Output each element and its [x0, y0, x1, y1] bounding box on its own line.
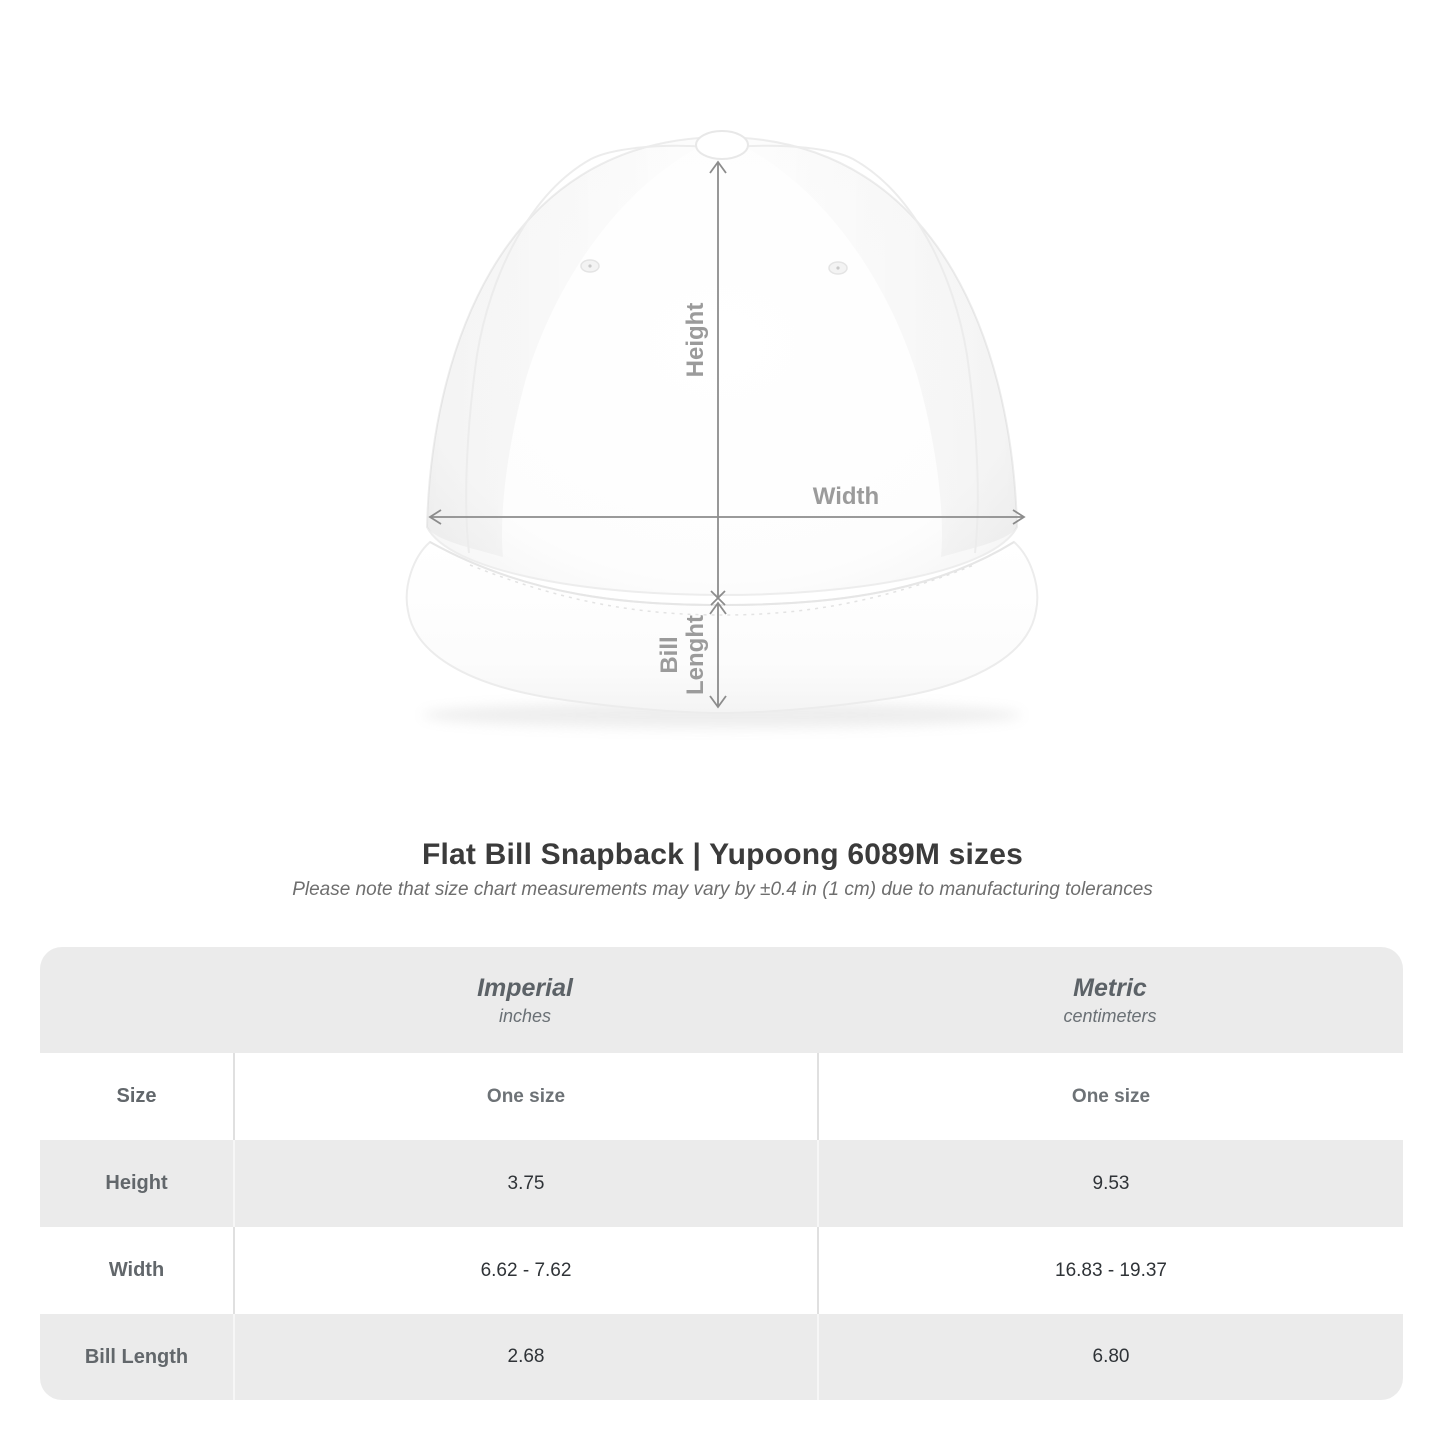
hat-svg: [395, 95, 1055, 740]
row-label: Height: [105, 1172, 168, 1194]
metric-value: One size: [817, 1053, 1403, 1140]
page-subtitle: Please note that size chart measurements may vary by ±0.4 in (1 cm) due to manufacturing tolerances: [292, 879, 1153, 900]
table-row-height: [40, 1140, 1403, 1227]
metric-value: 16.83 - 19.37: [817, 1227, 1403, 1314]
metric-unit: centimeters: [1063, 1005, 1157, 1026]
header-spacer-cell: [40, 947, 233, 1053]
imperial-header: [233, 947, 817, 1053]
imperial-value: 2.68: [233, 1314, 817, 1400]
table-row-width: [40, 1227, 1403, 1314]
imperial-value: 3.75: [233, 1140, 817, 1227]
hat-crown: [427, 131, 1017, 595]
imperial-unit: inches: [498, 1005, 552, 1026]
eyelet-right: [829, 262, 847, 274]
imperial-title: Imperial: [477, 973, 573, 1002]
imperial-value: One size: [233, 1053, 817, 1140]
bill-length-label-line2: Lenght: [682, 615, 709, 695]
metric-value: 6.80: [817, 1314, 1403, 1400]
height-label: Height: [682, 302, 709, 378]
row-label: Size: [116, 1085, 157, 1107]
size-table: [40, 947, 1403, 1400]
row-label: Bill Length: [84, 1345, 189, 1368]
metric-header: [817, 947, 1403, 1053]
eyelet-left: [581, 260, 599, 272]
table-row-size: [40, 1053, 1403, 1140]
hat-illustration: [395, 95, 1055, 740]
bill-length-label-line1: Bill: [656, 636, 683, 674]
page-title: Flat Bill Snapback | Yupoong 6089M sizes: [421, 838, 1023, 871]
table-header: [40, 947, 1403, 1053]
metric-value: 9.53: [817, 1140, 1403, 1227]
row-label: Width: [108, 1259, 165, 1281]
width-label: Width: [812, 483, 880, 510]
hat-button: [696, 131, 748, 159]
imperial-value: 6.62 - 7.62: [233, 1227, 817, 1314]
table-row-bill-length: [40, 1314, 1403, 1400]
metric-title: Metric: [1073, 973, 1147, 1002]
